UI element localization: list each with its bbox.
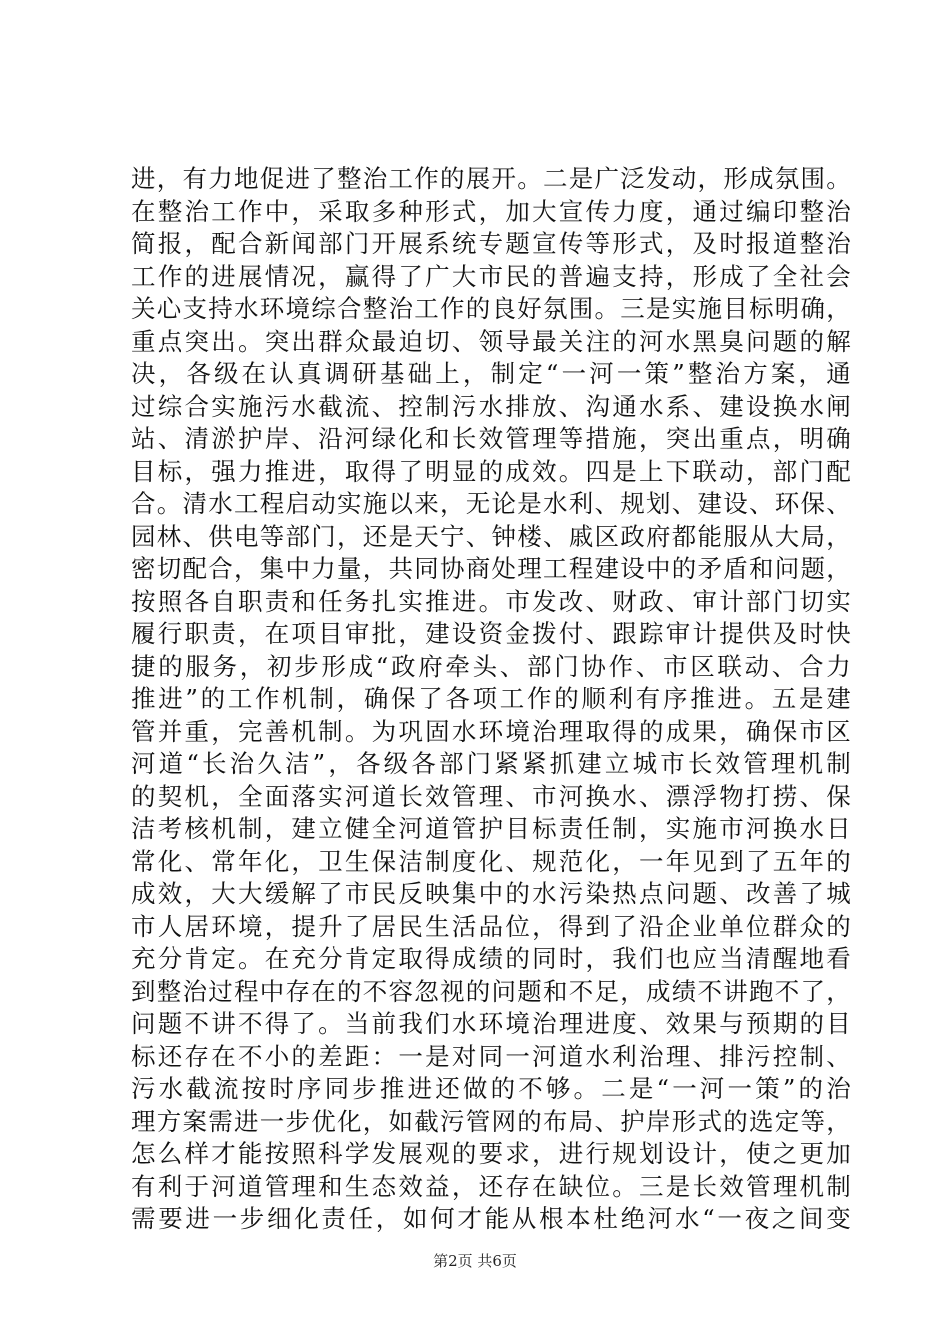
body-line: 在整治工作中，采取多种形式，加大宣传力度，通过编印整治 xyxy=(131,196,851,226)
body-line: 需要进一步细化责任，如何才能从根本杜绝河水“一夜之间变 xyxy=(131,1204,851,1233)
body-line: 简报，配合新闻部门开展系统专题宣传等形式，及时报道整治 xyxy=(131,229,851,258)
body-line: 怎么样才能按照科学发展观的要求，进行规划设计，使之更加 xyxy=(131,1139,851,1168)
body-line: 重点突出。突出群众最迫切、领导最关注的河水黑臭问题的解 xyxy=(131,326,851,356)
body-line: 推进”的工作机制，确保了各项工作的顺利有序推进。五是建 xyxy=(131,684,851,713)
body-line: 标还存在不小的差距：一是对同一河道水利治理、排污控制、 xyxy=(131,1041,851,1071)
body-line: 目标，强力推进，取得了明显的成效。四是上下联动，部门配 xyxy=(131,456,851,486)
body-line: 河道“长治久洁”，各级各部门紧紧抓建立城市长效管理机制 xyxy=(131,749,851,778)
body-line: 污水截流按时序同步推进还做的不够。二是“一河一策”的治 xyxy=(131,1074,851,1103)
body-line: 的契机，全面落实河道长效管理、市河换水、漂浮物打捞、保 xyxy=(131,781,851,811)
body-line: 到整治过程中存在的不容忽视的问题和不足，成绩不讲跑不了， xyxy=(131,976,851,1006)
body-line: 理方案需进一步优化，如截污管网的布局、护岸形式的选定等， xyxy=(131,1106,851,1136)
body-line: 合。清水工程启动实施以来，无论是水利、规划、建设、环保、 xyxy=(131,489,851,518)
body-line: 履行职责，在项目审批，建设资金拨付、跟踪审计提供及时快 xyxy=(131,619,851,648)
body-line: 问题不讲不得了。当前我们水环境治理进度、效果与预期的目 xyxy=(131,1009,851,1038)
body-line: 按照各自职责和任务扎实推进。市发改、财政、审计部门切实 xyxy=(131,586,851,616)
body-line: 工作的进展情况，赢得了广大市民的普遍支持，形成了全社会 xyxy=(131,261,851,291)
page-number-footer: 第2页 共6页 xyxy=(433,1252,517,1270)
body-line: 成效，大大缓解了市民反映集中的水污染热点问题、改善了城 xyxy=(131,879,851,908)
body-line: 洁考核机制，建立健全河道管护目标责任制，实施市河换水日 xyxy=(131,814,851,843)
body-line: 捷的服务，初步形成“政府牵头、部门协作、市区联动、合力 xyxy=(131,651,851,681)
body-line: 进，有力地促进了整治工作的展开。二是广泛发动，形成氛围。 xyxy=(131,164,851,193)
body-line: 关心支持水环境综合整治工作的良好氛围。三是实施目标明确， xyxy=(131,294,851,323)
body-line: 充分肯定。在充分肯定取得成绩的同时，我们也应当清醒地看 xyxy=(131,944,851,973)
body-line: 管并重，完善机制。为巩固水环境治理取得的成果，确保市区 xyxy=(131,716,851,746)
body-line: 有利于河道管理和生态效益，还存在缺位。三是长效管理机制 xyxy=(131,1171,851,1201)
body-line: 决，各级在认真调研基础上，制定“一河一策”整治方案，通 xyxy=(131,359,851,388)
body-line: 园林、供电等部门，还是天宁、钟楼、戚区政府都能服从大局， xyxy=(131,521,851,551)
document-body xyxy=(131,163,851,1236)
body-line: 站、清淤护岸、沿河绿化和长效管理等措施，突出重点，明确 xyxy=(131,424,851,453)
body-line: 常化、常年化，卫生保洁制度化、规范化，一年见到了五年的 xyxy=(131,846,851,876)
body-line: 市人居环境，提升了居民生活品位，得到了沿企业单位群众的 xyxy=(131,911,851,941)
body-line: 过综合实施污水截流、控制污水排放、沟通水系、建设换水闸 xyxy=(131,391,851,421)
body-line: 密切配合，集中力量，共同协商处理工程建设中的矛盾和问题， xyxy=(131,554,851,583)
